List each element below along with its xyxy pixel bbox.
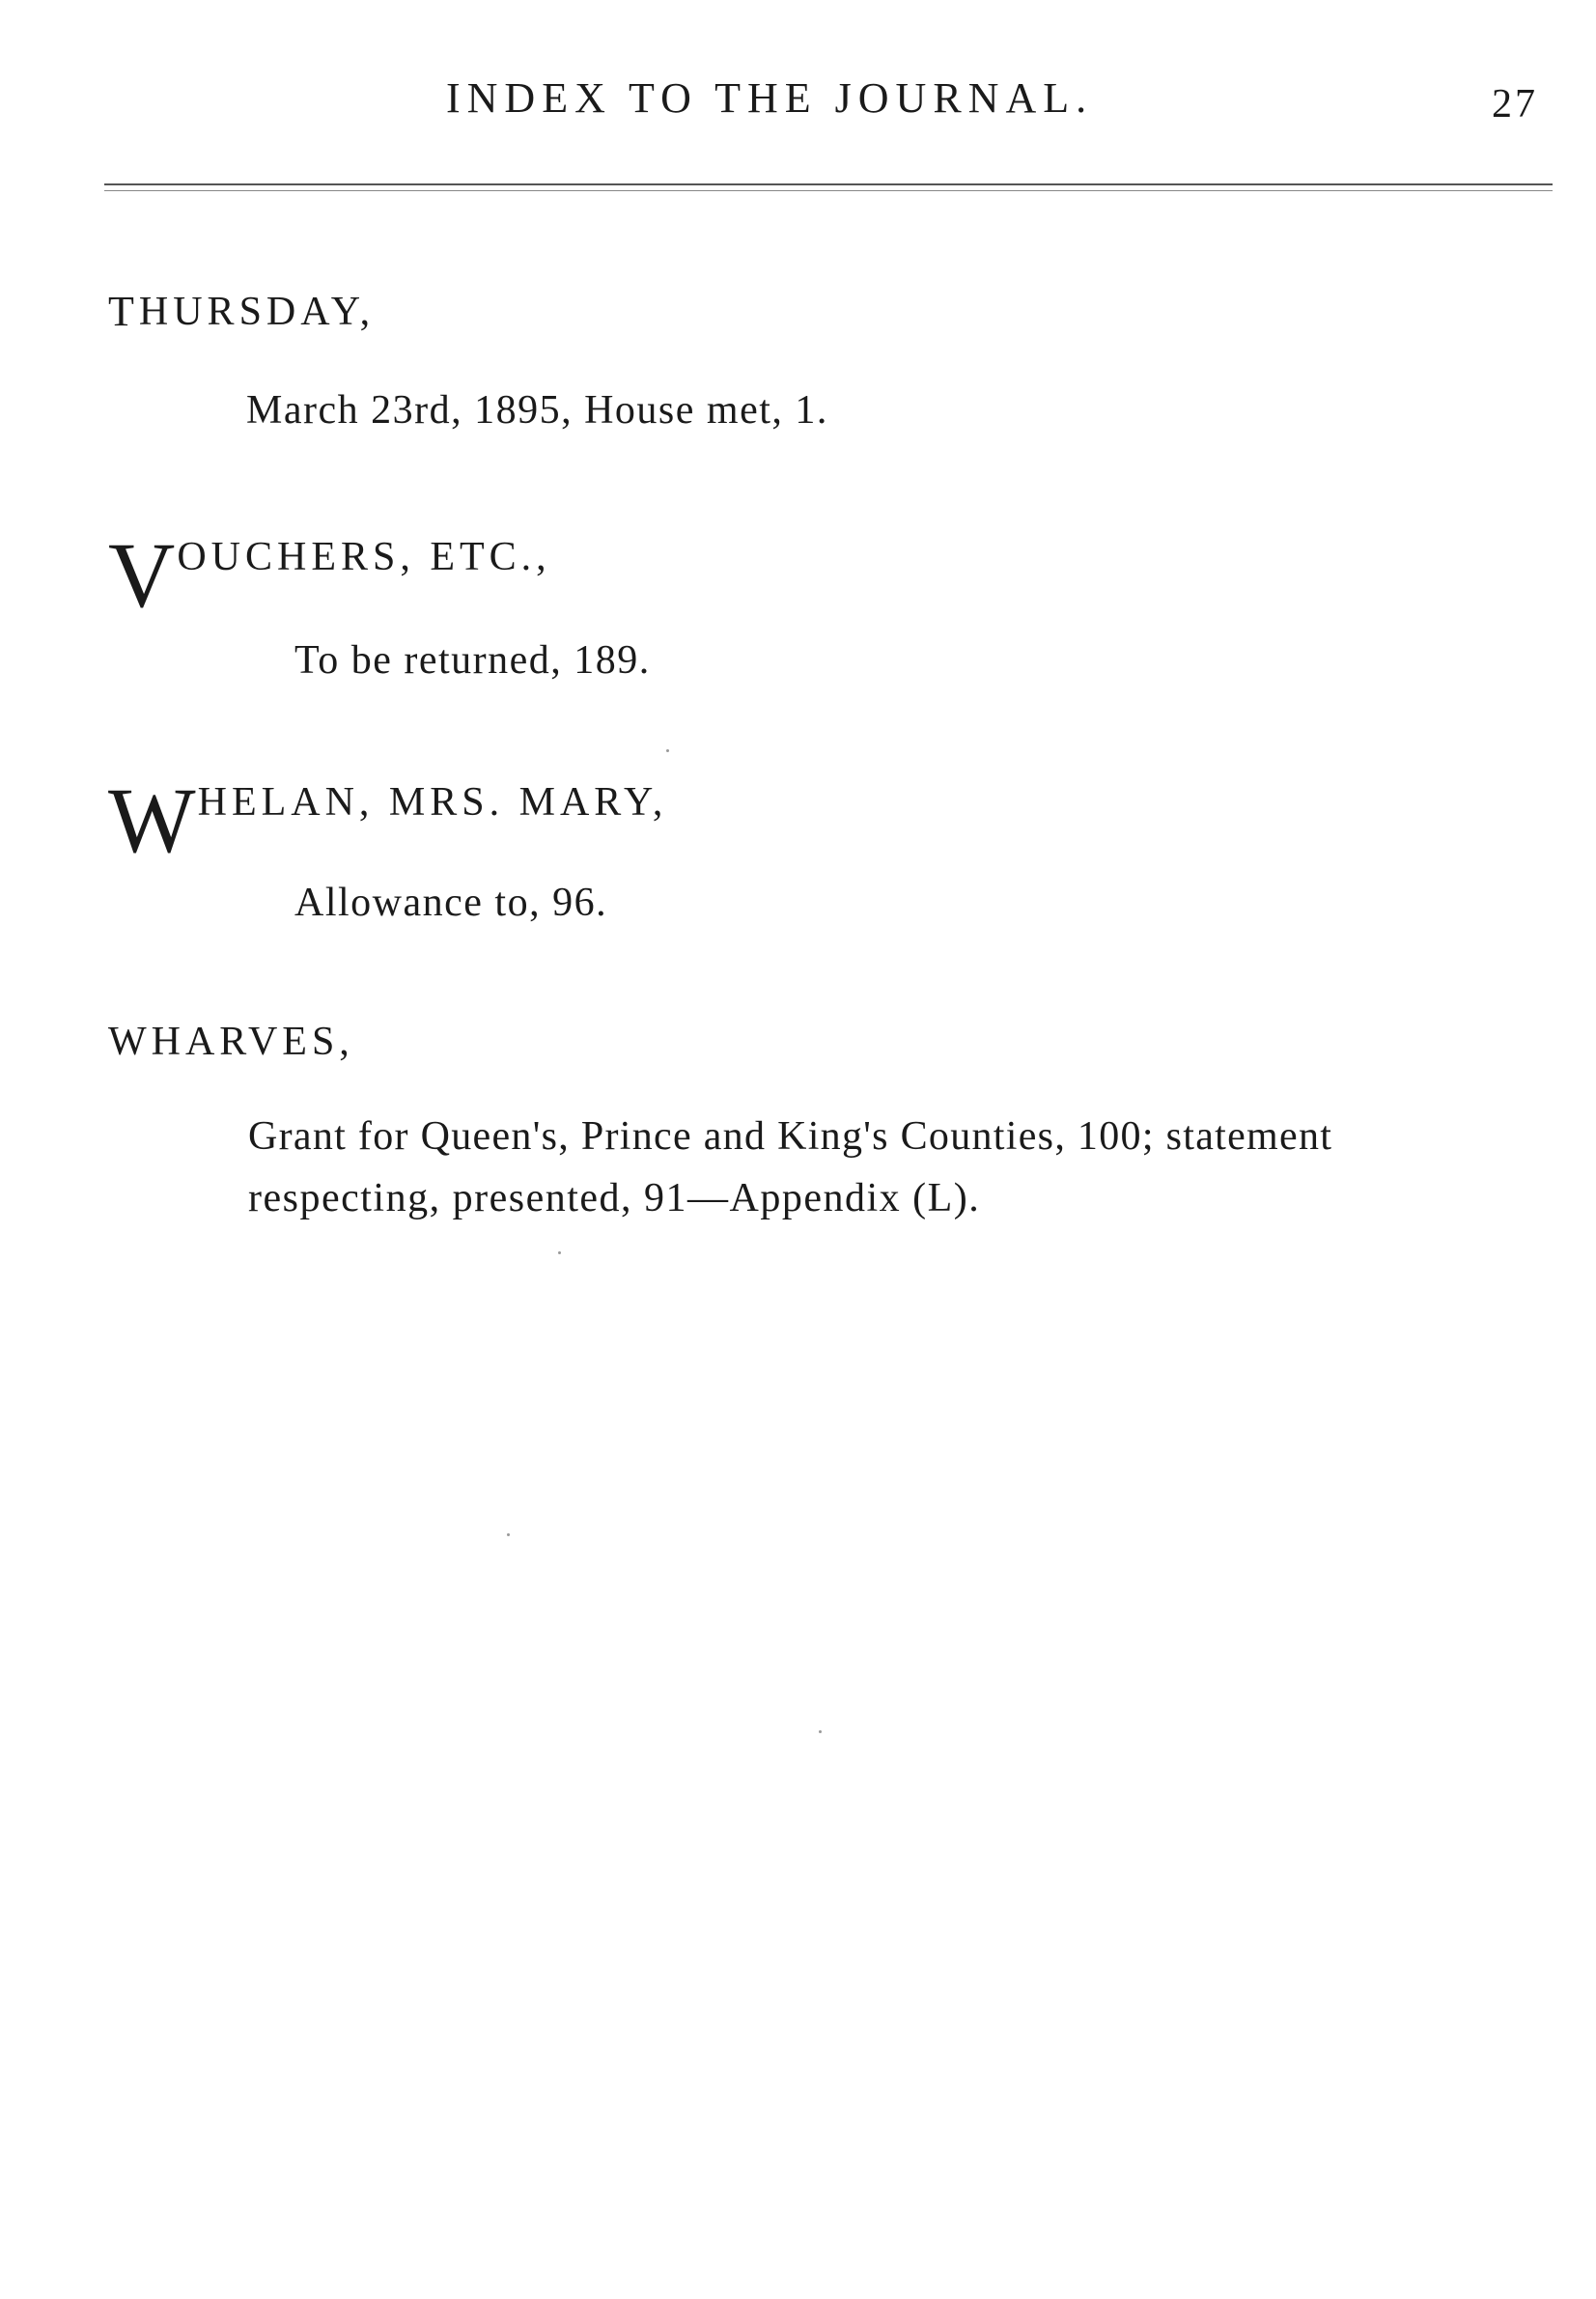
page-number: 27	[1492, 82, 1538, 126]
print-speck	[507, 1533, 510, 1536]
drop-cap-initial: V	[108, 523, 176, 627]
page-title: INDEX TO THE JOURNAL.	[446, 74, 1094, 122]
entry-line-vouchers: To be returned, 189.	[294, 638, 651, 683]
entry-line-thursday: March 23rd, 1895, House met, 1.	[246, 388, 828, 433]
heading-text: HELAN, MRS. MARY,	[197, 780, 668, 825]
entry-line-whelan: Allowance to, 96.	[294, 881, 608, 925]
heading-text: HURSDAY,	[138, 290, 376, 334]
print-speck	[819, 1730, 822, 1733]
header-rule	[104, 183, 1553, 185]
heading-initial: T	[108, 288, 139, 335]
entry-heading-whelan	[108, 769, 668, 872]
drop-cap-initial: W	[108, 769, 196, 872]
header-rule-thin	[104, 190, 1553, 191]
heading-text: OUCHERS, ETC.,	[177, 535, 551, 579]
print-speck	[666, 749, 669, 752]
entry-line-wharves-1: Grant for Queen's, Prince and King's Counties, 100; statement	[248, 1114, 1333, 1159]
heading-text: WHARVES,	[108, 1020, 354, 1064]
entry-heading-thursday	[108, 288, 375, 337]
entry-heading-wharves	[108, 1018, 354, 1066]
print-speck	[558, 1251, 561, 1254]
running-head	[0, 70, 1596, 127]
entry-heading-vouchers	[108, 523, 551, 627]
entry-line-wharves-2: respecting, presented, 91—Appendix (L).	[248, 1176, 981, 1220]
